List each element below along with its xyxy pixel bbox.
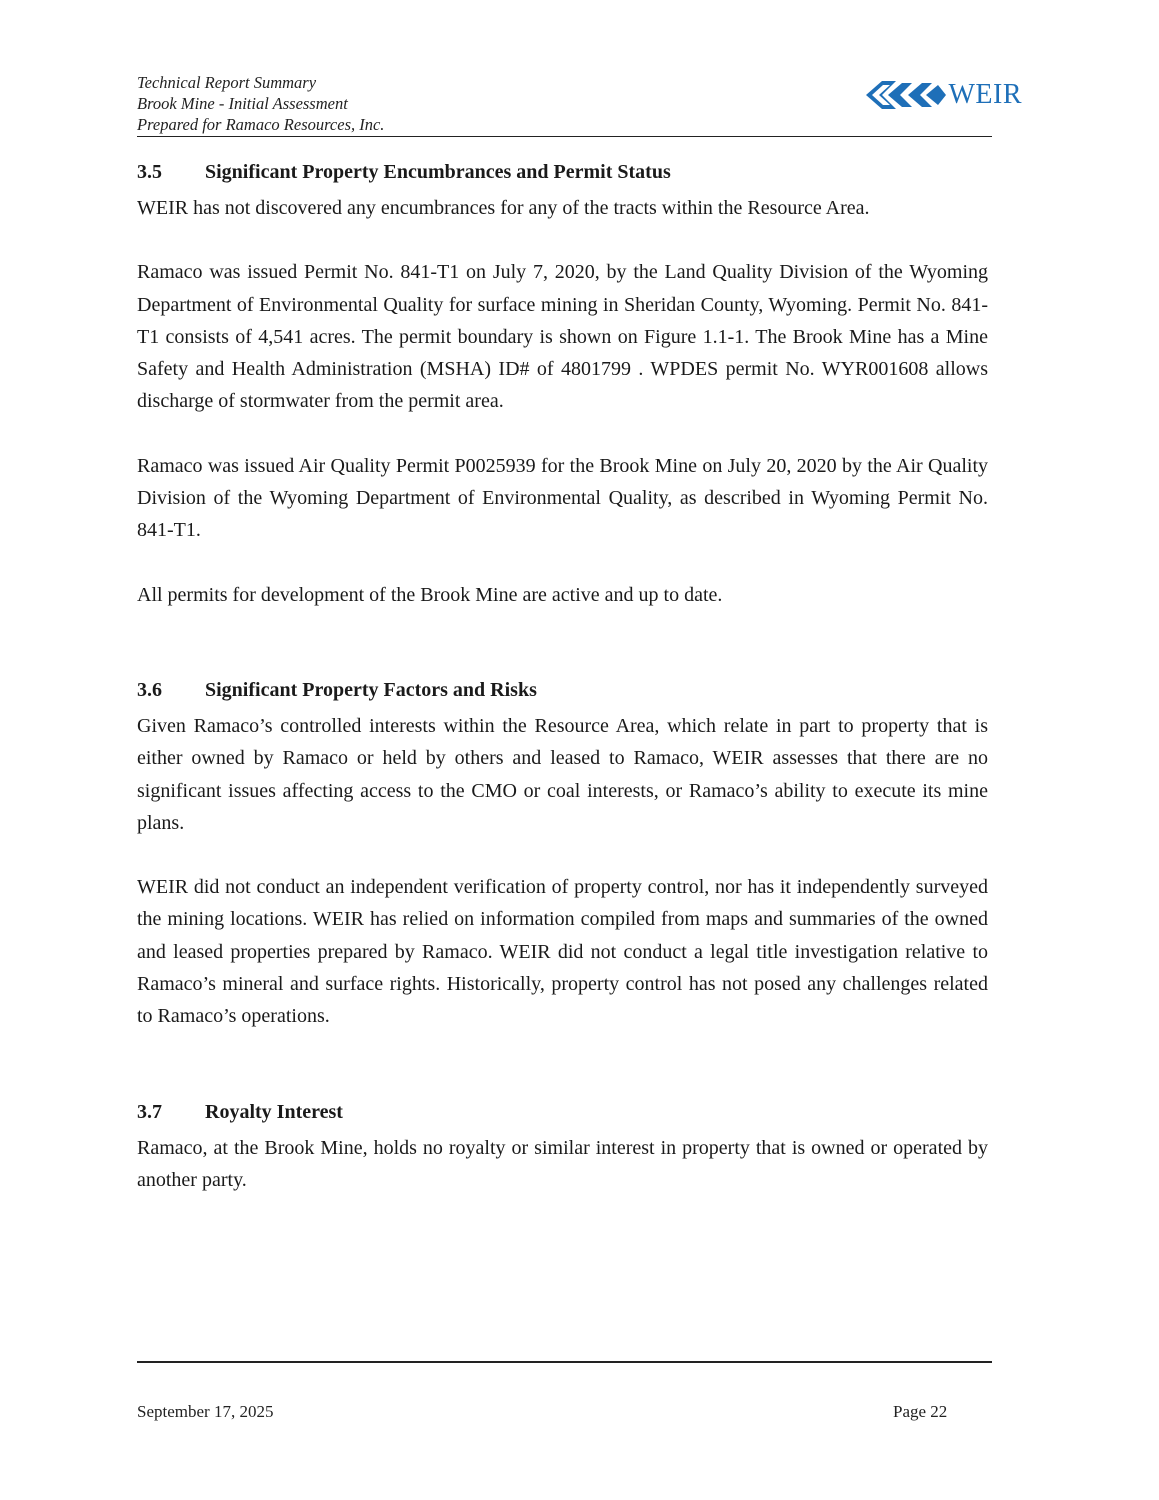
paragraph: WEIR did not conduct an independent verification of property control, nor has it independently surveyed the mining locations. WEIR has relied on information compiled from maps and summaries of the owned and leased properties prepared by Ramaco. WEIR did not conduct a legal title investigation relative to Ramaco’s mineral and surface rights. Historically, property control has not posed any challenges related to Ramaco’s operations.	[137, 876, 988, 1028]
section-number: 3.6	[137, 678, 162, 701]
section-title: Significant Property Encumbrances and Permit Status	[205, 161, 671, 183]
logo-wordmark: WEIR	[948, 79, 1022, 110]
header-line-prepared-for: Prepared for Ramaco Resources, Inc.	[137, 115, 385, 134]
section-3-5	[137, 158, 988, 611]
footer-date: September 17, 2025	[137, 1402, 274, 1421]
weir-logo	[866, 78, 1022, 112]
section-title: Royalty Interest	[205, 1100, 343, 1123]
section-3-6	[137, 676, 988, 1033]
paragraph: All permits for development of the Brook Mine are active and up to date.	[137, 583, 723, 606]
page-header	[137, 70, 1022, 137]
paragraph: Ramaco was issued Permit No. 841-T1 on July 7, 2020, by the Land Quality Division of the Wyoming Department of Environmental Quality for surface mining in Sheridan County, Wyoming. Permit No. 841-T1 consists of 4,541 acres. The permit boundary is shown on Figure 1.1-1. The Brook Mine has a Mine Safety and Health Administration (MSHA) ID# of 4801799 . WPDES permit No. WYR001608 allows discharge of stormwater from the permit area.	[137, 261, 988, 413]
footer-divider	[137, 1361, 992, 1363]
paragraph: Ramaco was issued Air Quality Permit P0025939 for the Brook Mine on July 20, 2020 by the Air Quality Division of the Wyoming Department of Environmental Quality, as described in Wyoming Permit No. 841-T1.	[137, 454, 988, 542]
document-body	[137, 158, 988, 1196]
footer-page-number: Page 22	[893, 1402, 948, 1421]
section-3-7	[137, 1098, 988, 1197]
section-number: 3.5	[137, 161, 162, 183]
weir-chevrons-icon	[866, 79, 946, 111]
header-text-block	[137, 72, 384, 135]
section-heading	[137, 158, 988, 186]
paragraph: WEIR has not discovered any encumbrances for any of the tracts within the Resource Area.	[137, 197, 870, 219]
section-heading	[137, 676, 988, 704]
header-line-report-type: Technical Report Summary	[137, 73, 317, 92]
section-number: 3.7	[137, 1100, 162, 1123]
header-line-report-title: Brook Mine - Initial Assessment	[137, 94, 348, 113]
section-title: Significant Property Factors and Risks	[205, 678, 537, 701]
paragraph: Given Ramaco’s controlled interests within the Resource Area, which relate in part to property that is either owned by Ramaco or held by others and leased to Ramaco, WEIR assesses that there are no significant issues affecting access to the CMO or coal interests, or Ramaco’s ability to execute its mine plans.	[137, 714, 988, 834]
paragraph: Ramaco, at the Brook Mine, holds no royalty or similar interest in property that is owned or operated by another party.	[137, 1136, 988, 1191]
section-heading	[137, 1098, 988, 1126]
